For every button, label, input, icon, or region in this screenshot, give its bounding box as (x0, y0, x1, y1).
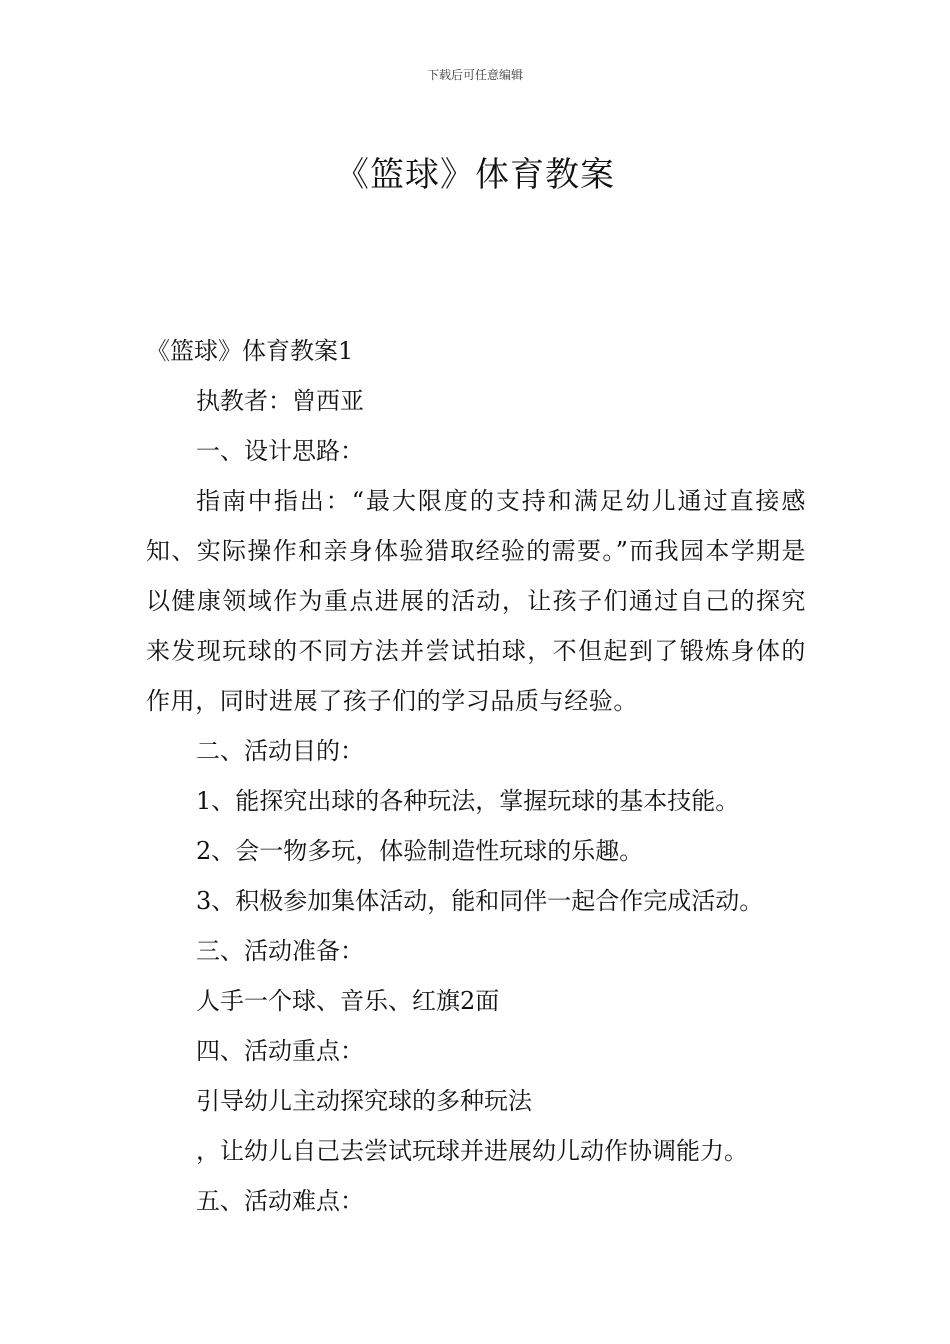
goal-item-3: 3、积极参加集体活动，能和同伴一起合作完成活动。 (196, 887, 764, 915)
header-note: 下载后可任意编辑 (426, 68, 523, 82)
document-body (146, 326, 806, 1226)
goal-item-1: 1、能探究出球的各种玩法，掌握玩球的基本技能。 (196, 787, 740, 815)
key-point-line-1: 引导幼儿主动探究球的多种玩法 (196, 1087, 532, 1115)
section-heading-goals: 二、活动目的： (196, 737, 364, 765)
teacher-line: 执教者：曾西亚 (196, 387, 364, 415)
document-title: 《篮球》体育教案 (335, 154, 615, 195)
design-paragraph: 指南中指出：“最大限度的支持和满足幼儿通过直接感知、实际操作和亲身体验猎取经验的需要。”而我园本学期是以健康领域作为重点进展的活动，让孩子们通过自己的探究来发现玩球的不同方法并尝试拍球，不但起到了锻炼身体的作用，同时进展了孩子们的学习品质与经验。 (146, 487, 806, 715)
preparation-line: 人手一个球、音乐、红旗2面 (196, 987, 500, 1015)
section-heading-design: 一、设计思路： (196, 437, 364, 465)
section-heading-preparation: 三、活动准备： (196, 937, 364, 965)
key-point-line-2: ，让幼儿自己去尝试玩球并进展幼儿动作协调能力。 (196, 1137, 748, 1165)
goal-item-2: 2、会一物多玩，体验制造性玩球的乐趣。 (196, 837, 644, 865)
subtitle: 《篮球》体育教案1 (146, 337, 354, 365)
section-heading-key-point: 四、活动重点： (196, 1037, 364, 1065)
section-heading-difficulty: 五、活动难点： (196, 1187, 364, 1215)
